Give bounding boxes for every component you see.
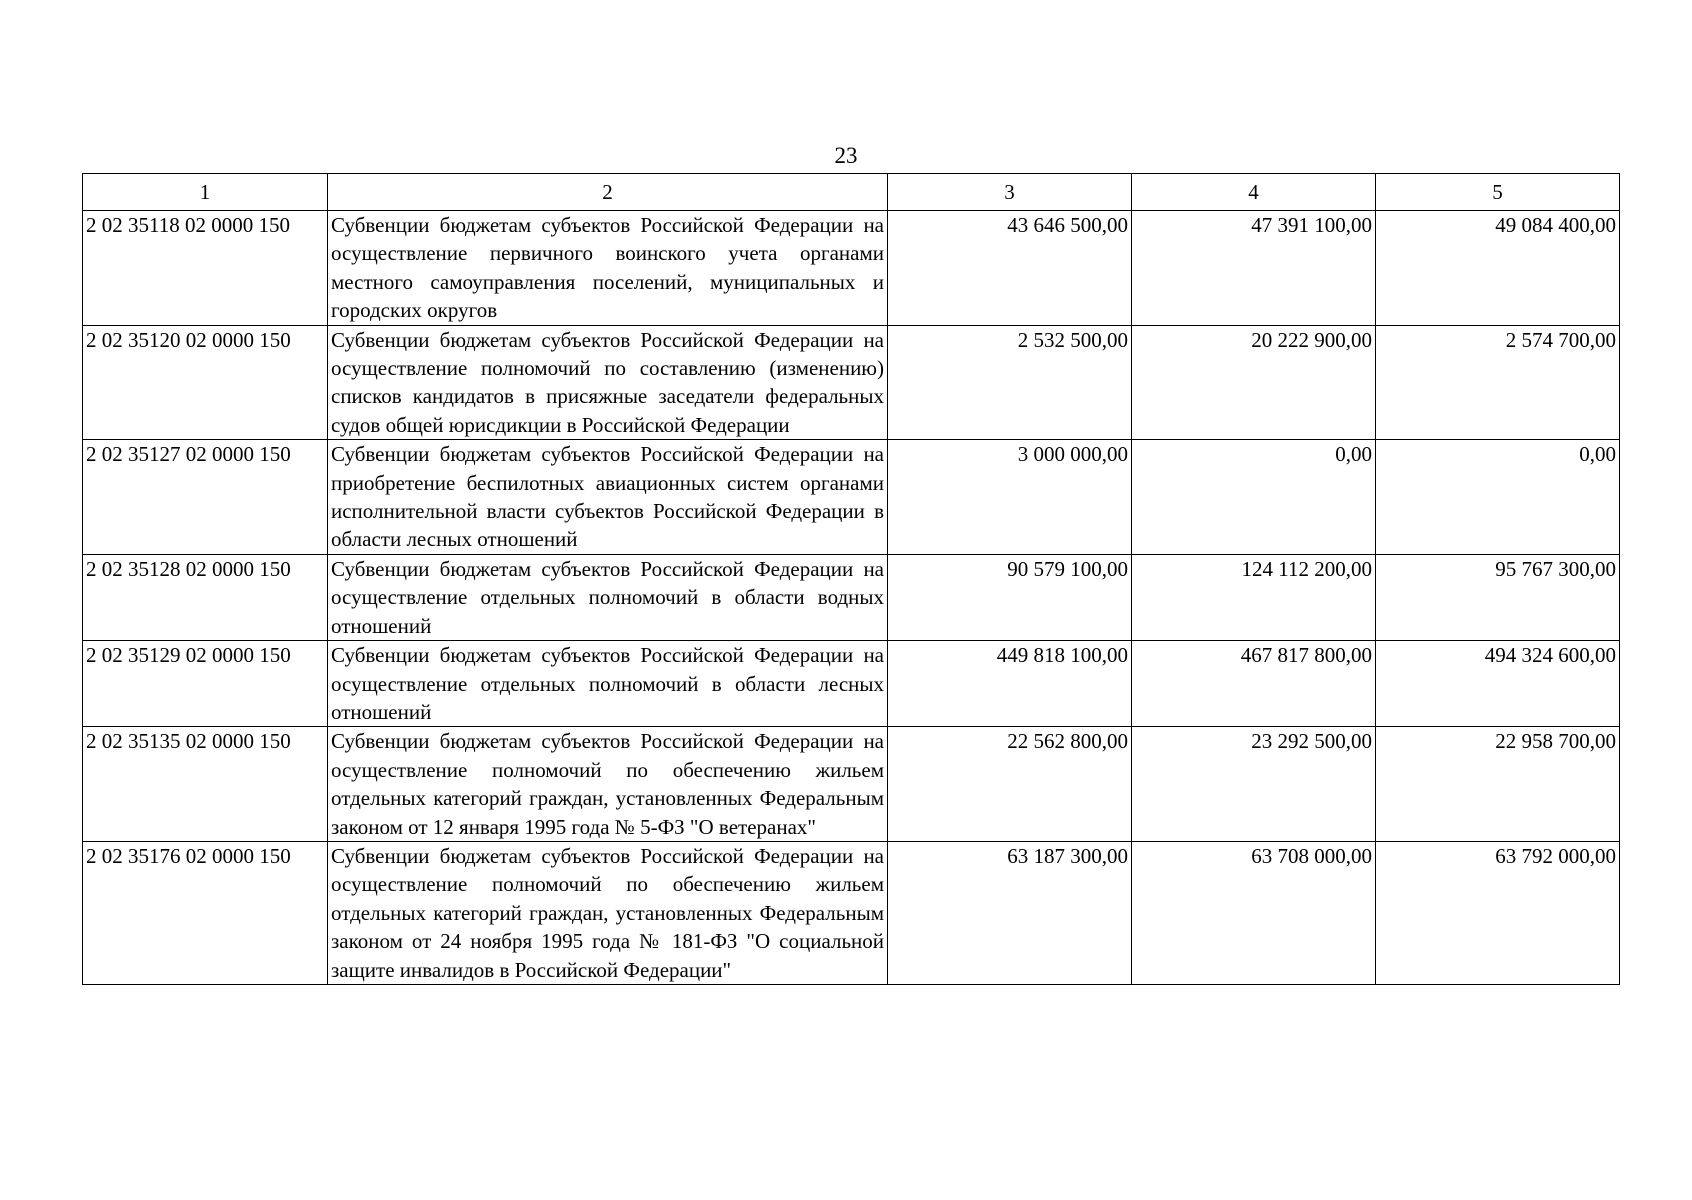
- row-value-col5: 22 958 700,00: [1376, 727, 1620, 842]
- column-header-3: 3: [888, 174, 1132, 211]
- table-row: [83, 554, 1620, 640]
- row-description: Субвенции бюджетам субъектов Российской Федерации на осуществление отдельных полномочий в области лесных отношений: [328, 641, 888, 727]
- row-value-col4: 20 222 900,00: [1132, 325, 1376, 440]
- column-header-1: 1: [83, 174, 328, 211]
- row-value-col5: 49 084 400,00: [1376, 211, 1620, 326]
- row-value-col5: 0,00: [1376, 440, 1620, 555]
- row-value-col3: 2 532 500,00: [888, 325, 1132, 440]
- table-row: [83, 841, 1620, 984]
- column-header-4: 4: [1132, 174, 1376, 211]
- row-code: 2 02 35129 02 0000 150: [83, 641, 328, 727]
- row-value-col3: 63 187 300,00: [888, 841, 1132, 984]
- table-row: [83, 440, 1620, 555]
- budget-table: [82, 173, 1620, 985]
- row-value-col3: 449 818 100,00: [888, 641, 1132, 727]
- row-value-col3: 22 562 800,00: [888, 727, 1132, 842]
- page-number: 23: [834, 143, 858, 168]
- row-value-col5: 95 767 300,00: [1376, 554, 1620, 640]
- row-value-col4: 23 292 500,00: [1132, 727, 1376, 842]
- row-description: Субвенции бюджетам субъектов Российской Федерации на осуществление полномочий по обеспечению жильем отдельных категорий граждан, установленных Федеральным законом от 24 ноября 1995 года № 181-ФЗ "О социальной защите инвалидов в Российской Федерации": [328, 841, 888, 984]
- row-value-col3: 43 646 500,00: [888, 211, 1132, 326]
- row-description: Субвенции бюджетам субъектов Российской Федерации на приобретение беспилотных авиационных систем органами исполнительной власти субъектов Российской Федерации в области лесных отношений: [328, 440, 888, 555]
- row-code: 2 02 35128 02 0000 150: [83, 554, 328, 640]
- row-code: 2 02 35176 02 0000 150: [83, 841, 328, 984]
- row-value-col4: 63 708 000,00: [1132, 841, 1376, 984]
- row-description: Субвенции бюджетам субъектов Российской Федерации на осуществление полномочий по обеспечению жильем отдельных категорий граждан, установленных Федеральным законом от 12 января 1995 года № 5-ФЗ "О ветеранах": [328, 727, 888, 842]
- row-description: Субвенции бюджетам субъектов Российской Федерации на осуществление отдельных полномочий в области водных отношений: [328, 554, 888, 640]
- row-description: Субвенции бюджетам субъектов Российской Федерации на осуществление первичного воинского учета органами местного самоуправления поселений, муниципальных и городских округов: [328, 211, 888, 326]
- row-code: 2 02 35127 02 0000 150: [83, 440, 328, 555]
- table-row: [83, 727, 1620, 842]
- row-value-col5: 2 574 700,00: [1376, 325, 1620, 440]
- column-header-2: 2: [328, 174, 888, 211]
- row-code: 2 02 35118 02 0000 150: [83, 211, 328, 326]
- row-value-col4: 0,00: [1132, 440, 1376, 555]
- row-value-col5: 494 324 600,00: [1376, 641, 1620, 727]
- row-value-col5: 63 792 000,00: [1376, 841, 1620, 984]
- table-row: [83, 211, 1620, 326]
- row-value-col3: 90 579 100,00: [888, 554, 1132, 640]
- table-row: [83, 641, 1620, 727]
- row-value-col3: 3 000 000,00: [888, 440, 1132, 555]
- row-code: 2 02 35120 02 0000 150: [83, 325, 328, 440]
- row-value-col4: 47 391 100,00: [1132, 211, 1376, 326]
- row-value-col4: 467 817 800,00: [1132, 641, 1376, 727]
- row-description: Субвенции бюджетам субъектов Российской Федерации на осуществление полномочий по составлению (изменению) списков кандидатов в присяжные заседатели федеральных судов общей юрисдикции в Российской Федерации: [328, 325, 888, 440]
- row-value-col4: 124 112 200,00: [1132, 554, 1376, 640]
- row-code: 2 02 35135 02 0000 150: [83, 727, 328, 842]
- column-header-5: 5: [1376, 174, 1620, 211]
- table-row: [83, 325, 1620, 440]
- table-header-row: [83, 174, 1620, 211]
